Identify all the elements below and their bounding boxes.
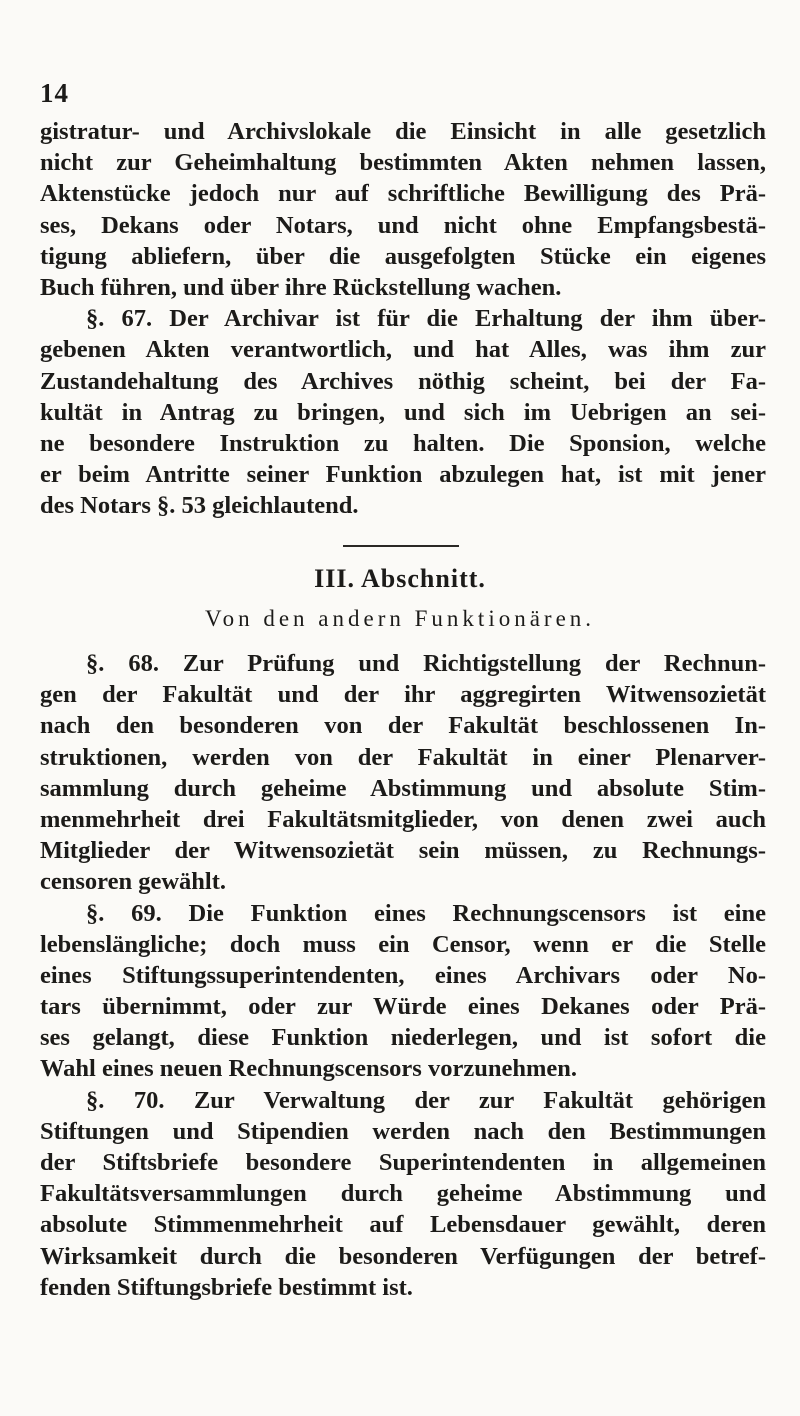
text-line: §. 67. Der Archivar ist für die Erhaltung der ihm über- xyxy=(86,305,766,333)
text-line: gen der Fakultät und der ihr aggregirten Witwensozietät xyxy=(40,681,766,709)
text-line: absolute Stimmenmehrheit auf Lebensdauer gewählt, deren xyxy=(40,1211,766,1239)
text-line: struktionen, werden von der Fakultät in einer Plenarver- xyxy=(40,743,766,771)
text-line: kultät in Antrag zu bringen, und sich im Uebrigen an sei- xyxy=(40,398,766,426)
text-line: nach den besonderen von der Fakultät beschlossenen In- xyxy=(40,712,766,740)
text-line: ne besondere Instruktion zu halten. Die Sponsion, welche xyxy=(40,429,766,457)
section-heading: III. Abschnitt. xyxy=(314,564,486,593)
text-line: Zustandehaltung des Archives nöthig scheint, bei der Fa- xyxy=(40,367,766,395)
text-line: er beim Antritte seiner Funktion abzulegen hat, ist mit jener xyxy=(40,461,766,489)
text-line: Mitglieder der Witwensozietät sein müssen, zu Rechnungs- xyxy=(40,837,766,865)
text-line: gebenen Akten verantwortlich, und hat Alles, was ihm zur xyxy=(40,336,766,364)
section-subtitle: Von den andern Funktionären. xyxy=(204,606,596,631)
text-line: Buch führen, und über ihre Rückstellung wachen. xyxy=(40,273,562,301)
text-line: §. 68. Zur Prüfung und Richtigstellung der Rechnun- xyxy=(86,650,766,677)
text-line: des Notars §. 53 gleichlautend. xyxy=(40,492,359,520)
text-line: nicht zur Geheimhaltung bestimmten Akten nehmen lassen, xyxy=(40,149,766,177)
text-line: gistratur- und Archivslokale die Einsicht in alle gesetzlich xyxy=(40,118,766,145)
text-line: eines Stiftungssuperintendenten, eines Archivars oder No- xyxy=(40,961,766,989)
text-line: Wirksamkeit durch die besonderen Verfügungen der betref- xyxy=(40,1242,766,1270)
text-line: Wahl eines neuen Rechnungscensors vorzunehmen. xyxy=(40,1055,578,1083)
text-line: §. 69. Die Funktion eines Rechnungscensors ist eine xyxy=(86,899,766,927)
paragraph-section-67 xyxy=(40,303,766,521)
text-line: ses, Dekans oder Notars, und nicht ohne Empfangsbestä- xyxy=(40,211,766,239)
page-number: 14 xyxy=(40,78,69,108)
text-line: sammlung durch geheime Abstimmung und absolute Stim- xyxy=(40,774,766,802)
text-line: Fakultätsversammlungen durch geheime Abstimmung und xyxy=(40,1180,766,1208)
text-line: Aktenstücke jedoch nur auf schriftliche Bewilligung des Prä- xyxy=(40,180,766,208)
text-line: der Stiftsbriefe besondere Superintendenten in allgemeinen xyxy=(40,1149,766,1176)
text-line: tigung abliefern, über die ausgefolgten Stücke ein eigenes xyxy=(40,242,766,270)
paragraph-section-70 xyxy=(40,1085,766,1303)
text-line: tars übernimmt, oder zur Würde eines Dekanes oder Prä- xyxy=(40,993,766,1021)
text-line: menmehrheit drei Fakultätsmitglieder, von denen zwei auch xyxy=(40,805,766,833)
text-line: lebenslängliche; doch muss ein Censor, wenn er die Stelle xyxy=(40,930,766,958)
text-line: ses gelangt, diese Funktion niederlegen, und ist sofort die xyxy=(40,1024,766,1052)
section-divider xyxy=(343,545,459,547)
text-line: §. 70. Zur Verwaltung der zur Fakultät gehörigen xyxy=(86,1086,766,1114)
text-line: fenden Stiftungsbriefe bestimmt ist. xyxy=(40,1273,413,1301)
paragraph-section-69 xyxy=(40,898,766,1085)
text-column-top xyxy=(40,116,766,521)
text-line: Stiftungen und Stipendien werden nach den Bestimmungen xyxy=(40,1117,766,1145)
paragraph-section-68 xyxy=(40,648,766,898)
paragraph-continuation xyxy=(40,116,766,303)
text-column-bottom xyxy=(40,648,766,1303)
text-line: censoren gewählt. xyxy=(40,868,226,896)
